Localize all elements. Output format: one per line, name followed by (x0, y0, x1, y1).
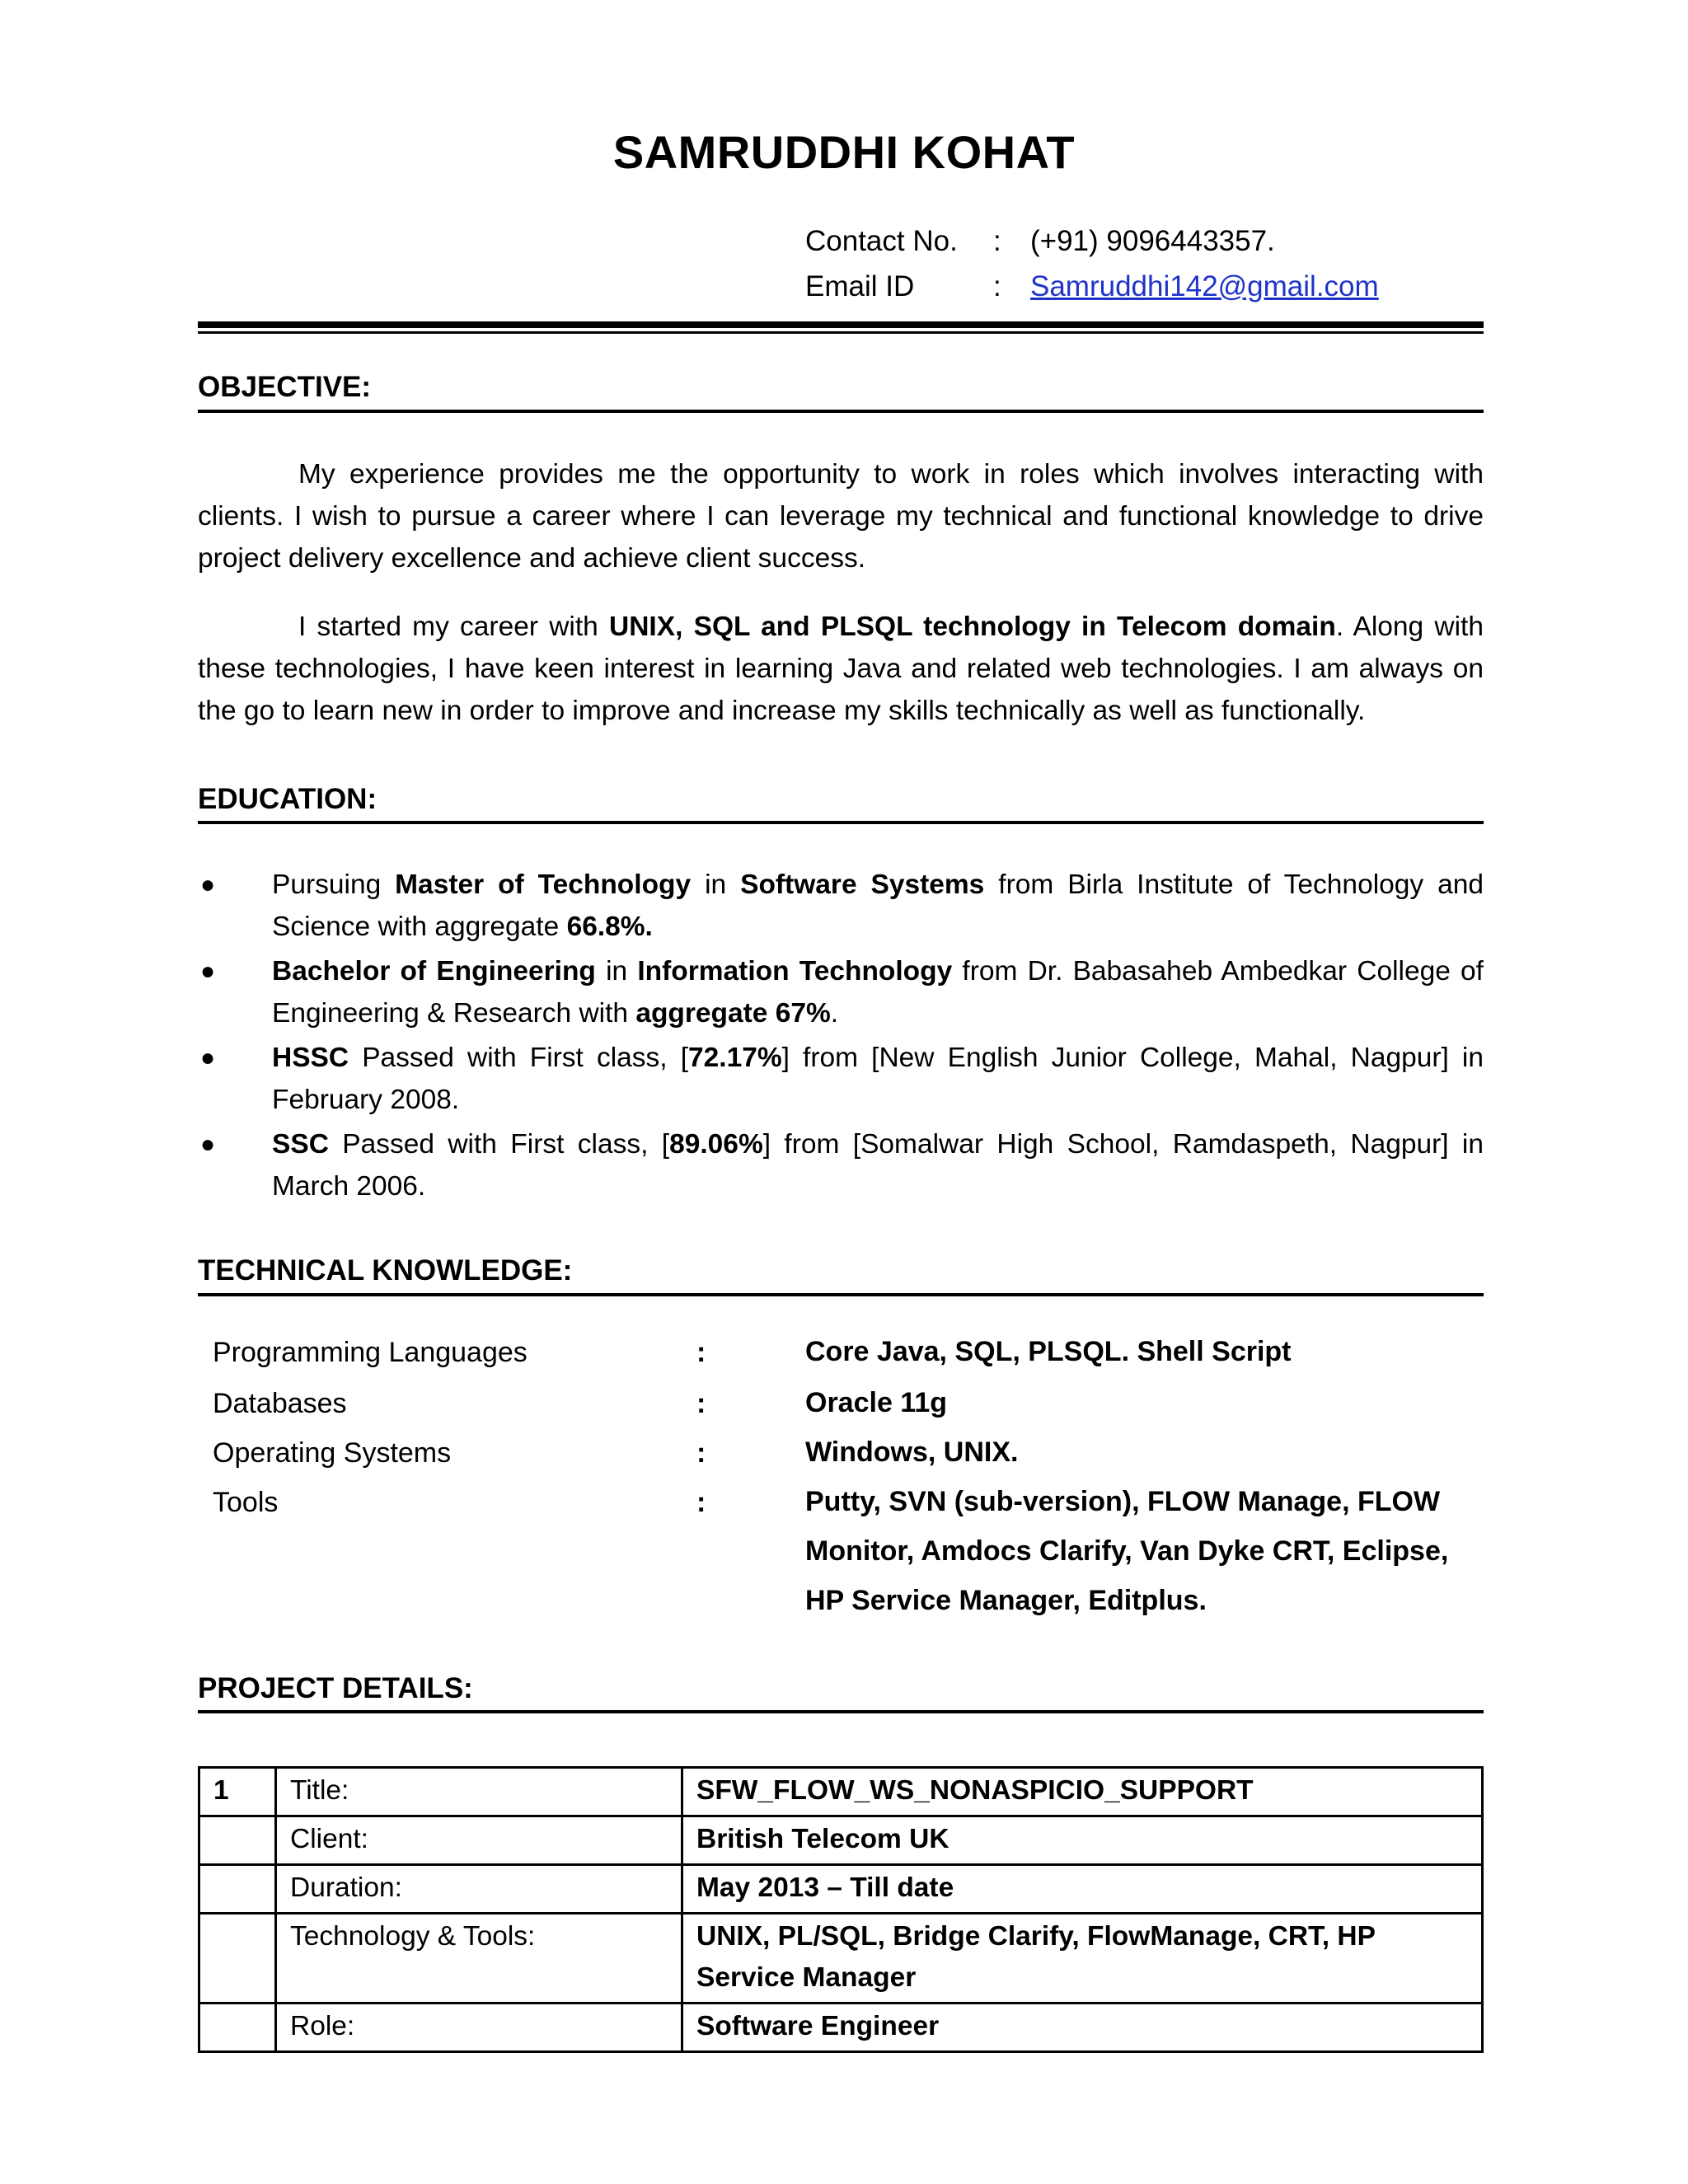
tech-separator: : (696, 1388, 706, 1419)
education-item (198, 1037, 1484, 1121)
education-text-run: Software Systems (740, 869, 985, 900)
education-text-run: Passed with First class, [ (349, 1043, 689, 1073)
education-text-run: in (691, 869, 741, 900)
project-row-client (199, 1816, 1483, 1865)
project-number-empty (199, 1914, 276, 2004)
bullet-icon: ● (200, 871, 216, 898)
bullet-icon: ● (200, 1131, 216, 1158)
education-text-run: Master of Technology (395, 869, 692, 900)
tech-separator: : (696, 1437, 706, 1469)
education-text-run: . (830, 998, 839, 1029)
project-key: Client: (276, 1816, 682, 1865)
education-rule (198, 821, 1484, 824)
objective-heading: OBJECTIVE: (198, 371, 372, 403)
contact-separator: : (993, 225, 1001, 257)
objective-paragraph-2 (198, 606, 1484, 732)
objective-p2-post: . Along with these technologies, I have keen interest in learning Java and related web technologies. I am always on the go to learn new in order to improve and increase my skills technically as well as functionally. (198, 612, 1484, 726)
contact-value: (+91) 9096443357. (1030, 225, 1275, 257)
education-text-run: 72.17% (688, 1043, 782, 1073)
project-value: SFW_FLOW_WS_NONASPICIO_SUPPORT (682, 1768, 1483, 1816)
project-number: 1 (199, 1768, 276, 1816)
project-value: UNIX, PL/SQL, Bridge Clarify, FlowManage, CRT, HP Service Manager (682, 1914, 1483, 2004)
projects-rule (198, 1710, 1484, 1713)
bullet-icon: ● (200, 1044, 216, 1071)
technical-heading: TECHNICAL KNOWLEDGE: (198, 1254, 573, 1286)
project-row-title (199, 1768, 1483, 1816)
project-value: Software Engineer (682, 2004, 1483, 2052)
education-text-run: Information Technology (637, 956, 953, 987)
project-key: Title: (276, 1768, 682, 1816)
project-row-technology (199, 1914, 1483, 2004)
objective-paragraph-1: My experience provides me the opportunity to work in roles which involves interacting with clients. I wish to pursue a career where I can leverage my technical and functional knowledge to drive project delivery excellence and achieve client success. (198, 459, 1484, 574)
objective-rule (198, 410, 1484, 413)
education-text-run: Bachelor of Engineering (272, 956, 596, 987)
technical-rule (198, 1293, 1484, 1296)
education-heading: EDUCATION: (198, 783, 377, 815)
projects-heading: PROJECT DETAILS: (198, 1672, 473, 1704)
tech-separator: : (696, 1487, 706, 1518)
bullet-icon: ● (200, 958, 216, 985)
education-text-run: ] from [New English Junior College, Mahal, Nagpur] in February 2008. (272, 1043, 1484, 1115)
tech-label: Programming Languages (213, 1337, 528, 1368)
education-text-run: SSC (272, 1129, 329, 1160)
education-text-run: in (595, 956, 638, 987)
education-item (198, 1123, 1484, 1207)
project-row-duration (199, 1865, 1483, 1914)
education-item (198, 864, 1484, 948)
header-divider-shadow (198, 331, 1484, 334)
project-row-role (199, 2004, 1483, 2052)
education-text-run: HSSC (272, 1043, 349, 1073)
education-text-run: 89.06% (669, 1129, 763, 1160)
email-link[interactable]: Samruddhi142@gmail.com (1030, 270, 1379, 302)
tech-label: Tools (213, 1487, 279, 1518)
tech-value: Putty, SVN (sub-version), FLOW Manage, FLOW Monitor, Amdocs Clarify, Van Dyke CRT, Eclipse, HP Service Manager, Editplus. (805, 1486, 1449, 1616)
project-number-empty (199, 1816, 276, 1865)
education-text-run: Pursuing (272, 869, 396, 900)
project-value: May 2013 – Till date (682, 1865, 1483, 1914)
tech-label: Databases (213, 1388, 347, 1419)
candidate-name: SAMRUDDHI KOHAT (612, 126, 1076, 178)
education-list (198, 864, 1484, 1210)
education-item (198, 950, 1484, 1034)
email-label: Email ID (805, 270, 915, 302)
project-key: Role: (276, 2004, 682, 2052)
email-separator: : (993, 270, 1001, 302)
project-number-empty (199, 1865, 276, 1914)
education-text-run: 66.8%. (566, 912, 653, 942)
project-key: Duration: (276, 1865, 682, 1914)
tech-value: Windows, UNIX. (805, 1436, 1019, 1468)
project-number-empty (199, 2004, 276, 2052)
education-text-run: ] from [Somalwar High School, Ramdaspeth, Nagpur] in March 2006. (272, 1129, 1484, 1202)
education-text-run: aggregate 67% (635, 998, 831, 1029)
education-text-run: from Birla Institute of Technology and Science with aggregate (272, 869, 1484, 942)
tech-value: Oracle 11g (805, 1387, 948, 1418)
project-value: British Telecom UK (682, 1816, 1483, 1865)
education-text-run: from Dr. Babasaheb Ambedkar College of Engineering & Research with (272, 956, 1484, 1029)
project-table (198, 1766, 1484, 2053)
tech-value: Core Java, SQL, PLSQL. Shell Script (805, 1336, 1292, 1367)
header-divider (198, 321, 1484, 328)
education-text-run: Passed with First class, [ (328, 1129, 670, 1160)
contact-label: Contact No. (805, 225, 958, 257)
objective-p2-bold: UNIX, SQL and PLSQL technology in Telecom domain (609, 612, 1336, 642)
tech-separator: : (696, 1337, 706, 1368)
objective-p2-pre: I started my career with (298, 612, 610, 642)
project-key: Technology & Tools: (276, 1914, 682, 2004)
tech-label: Operating Systems (213, 1437, 452, 1469)
